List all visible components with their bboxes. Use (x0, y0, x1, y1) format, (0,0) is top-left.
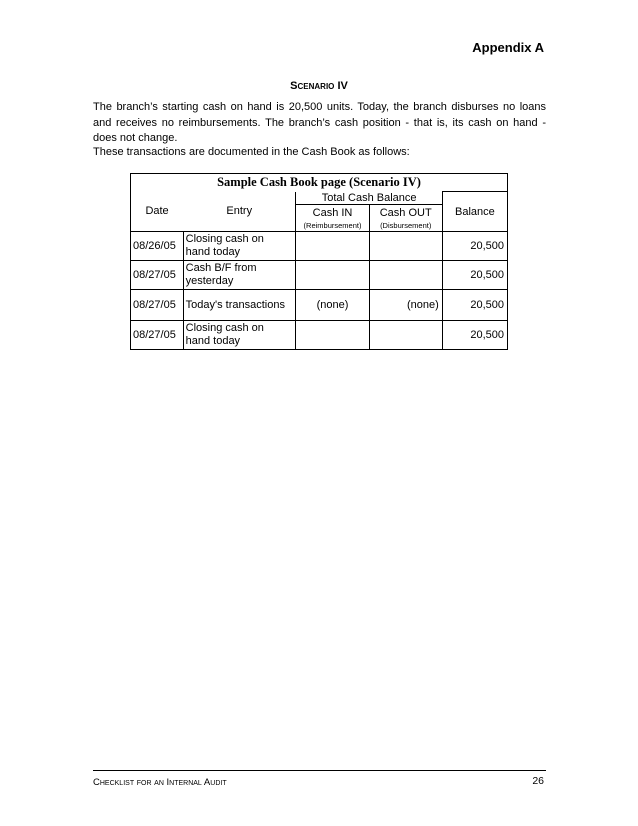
row-date: 08/27/05 (131, 261, 184, 290)
cash-out-header (369, 205, 442, 232)
appendix-heading: Appendix A (472, 40, 544, 55)
row-entry (183, 232, 296, 261)
row-date: 08/27/05 (131, 321, 184, 350)
row-cash-in: (none) (296, 290, 369, 321)
entry-line-1: Closing cash on (185, 233, 264, 245)
cash-out-sublabel: (Disbursement) (380, 220, 432, 230)
table-row (131, 232, 508, 261)
table-title: Sample Cash Book page (Scenario IV) (131, 174, 508, 192)
row-date: 08/26/05 (131, 232, 184, 261)
cash-book-intro: These transactions are documented in the Cash Book as follows: (93, 146, 410, 158)
entry-line-2: yesterday (185, 275, 234, 287)
row-balance: 20,500 (442, 261, 507, 290)
entry-line-1: Cash B/F from (185, 262, 257, 274)
entry-line-2: hand today (185, 246, 241, 258)
row-cash-in (296, 261, 369, 290)
row-entry (183, 261, 296, 290)
scenario-title: Scenario IV (290, 80, 348, 92)
footer-divider (93, 770, 546, 771)
row-cash-out (369, 261, 442, 290)
row-entry: Today's transactions (183, 290, 296, 321)
balance-header: Balance (442, 192, 507, 232)
row-balance: 20,500 (442, 232, 507, 261)
row-date: 08/27/05 (131, 290, 184, 321)
footer-document-title: Checklist for an Internal Audit (93, 777, 227, 788)
row-cash-in (296, 232, 369, 261)
row-balance: 20,500 (442, 321, 507, 350)
entry-line-1: Closing cash on (185, 322, 264, 334)
intro-paragraph: The branch’s starting cash on hand is 20,500 units. Today, the branch disburses no loans and receives no reimbursements. The branch’s cash position - that is, its cash on hand - does not change. (93, 101, 546, 144)
row-cash-in (296, 321, 369, 350)
page-number: 26 (532, 775, 544, 787)
cash-out-label: Cash OUT (379, 206, 432, 219)
table-row (131, 290, 508, 321)
cash-book-table (130, 173, 508, 350)
table-row (131, 261, 508, 290)
cash-in-label: Cash IN (312, 206, 353, 219)
date-header: Date (131, 192, 184, 232)
table-row (131, 321, 508, 350)
row-cash-out: (none) (369, 290, 442, 321)
row-entry (183, 321, 296, 350)
cash-in-sublabel: (Reimbursement) (303, 220, 362, 230)
row-cash-out (369, 232, 442, 261)
entry-line-2: hand today (185, 335, 241, 347)
row-cash-out (369, 321, 442, 350)
row-balance: 20,500 (442, 290, 507, 321)
total-cash-balance-header: Total Cash Balance (296, 192, 442, 205)
entry-header: Entry (183, 192, 296, 232)
cash-in-header (296, 205, 369, 232)
